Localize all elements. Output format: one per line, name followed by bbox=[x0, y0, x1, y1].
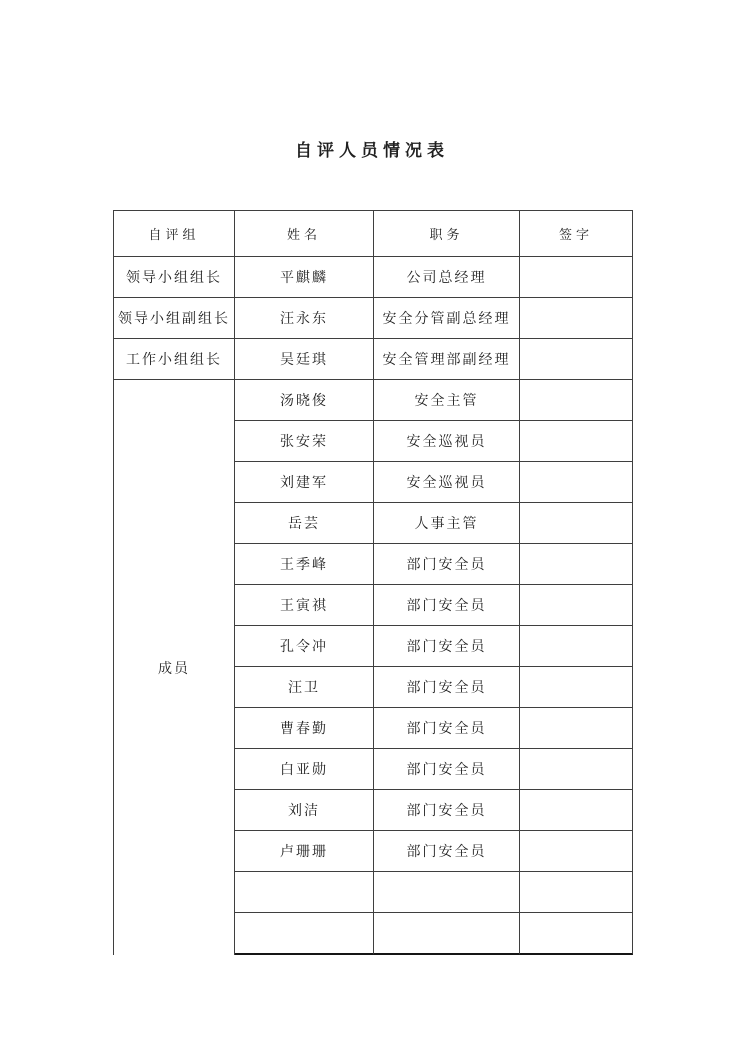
signature-cell bbox=[520, 708, 633, 749]
signature-cell bbox=[520, 339, 633, 380]
signature-cell bbox=[520, 626, 633, 667]
personnel-table bbox=[113, 210, 633, 955]
signature-cell bbox=[520, 298, 633, 339]
position-cell: 部门安全员 bbox=[374, 749, 520, 790]
position-cell bbox=[374, 872, 520, 913]
header-cell-name: 姓名 bbox=[235, 211, 374, 257]
name-cell bbox=[235, 872, 374, 913]
name-cell: 汤晓俊 bbox=[235, 380, 374, 421]
header-cell-group: 自评组 bbox=[114, 211, 235, 257]
position-cell: 安全分管副总经理 bbox=[374, 298, 520, 339]
name-cell bbox=[235, 913, 374, 955]
signature-cell bbox=[520, 462, 633, 503]
position-cell: 部门安全员 bbox=[374, 667, 520, 708]
table-row bbox=[114, 339, 633, 380]
group-cell: 领导小组组长 bbox=[114, 257, 235, 298]
signature-cell bbox=[520, 421, 633, 462]
name-cell: 王寅祺 bbox=[235, 585, 374, 626]
member-group-cell: 成员 bbox=[114, 380, 235, 955]
signature-cell bbox=[520, 503, 633, 544]
position-cell: 公司总经理 bbox=[374, 257, 520, 298]
name-cell: 刘建军 bbox=[235, 462, 374, 503]
name-cell: 曹春勤 bbox=[235, 708, 374, 749]
name-cell: 卢珊珊 bbox=[235, 831, 374, 872]
position-cell: 安全主管 bbox=[374, 380, 520, 421]
position-cell: 安全巡视员 bbox=[374, 421, 520, 462]
name-cell: 白亚勋 bbox=[235, 749, 374, 790]
signature-cell bbox=[520, 544, 633, 585]
signature-cell bbox=[520, 790, 633, 831]
name-cell: 汪永东 bbox=[235, 298, 374, 339]
signature-cell bbox=[520, 585, 633, 626]
position-cell bbox=[374, 913, 520, 955]
signature-cell bbox=[520, 667, 633, 708]
name-cell: 吴廷琪 bbox=[235, 339, 374, 380]
name-cell: 平麒麟 bbox=[235, 257, 374, 298]
name-cell: 孔令冲 bbox=[235, 626, 374, 667]
signature-cell bbox=[520, 831, 633, 872]
name-cell: 汪卫 bbox=[235, 667, 374, 708]
name-cell: 王季峰 bbox=[235, 544, 374, 585]
position-cell: 部门安全员 bbox=[374, 626, 520, 667]
group-cell: 工作小组组长 bbox=[114, 339, 235, 380]
header-cell-signature: 签字 bbox=[520, 211, 633, 257]
table-row bbox=[114, 257, 633, 298]
position-cell: 部门安全员 bbox=[374, 544, 520, 585]
table-row bbox=[114, 298, 633, 339]
table-header-row bbox=[114, 211, 633, 257]
signature-cell bbox=[520, 380, 633, 421]
signature-cell bbox=[520, 872, 633, 913]
page-title: 自评人员情况表 bbox=[295, 141, 449, 160]
signature-cell bbox=[520, 749, 633, 790]
position-cell: 部门安全员 bbox=[374, 585, 520, 626]
position-cell: 部门安全员 bbox=[374, 831, 520, 872]
name-cell: 岳芸 bbox=[235, 503, 374, 544]
table-row bbox=[114, 380, 633, 421]
position-cell: 部门安全员 bbox=[374, 790, 520, 831]
position-cell: 人事主管 bbox=[374, 503, 520, 544]
group-cell: 领导小组副组长 bbox=[114, 298, 235, 339]
signature-cell bbox=[520, 913, 633, 955]
position-cell: 安全巡视员 bbox=[374, 462, 520, 503]
name-cell: 刘洁 bbox=[235, 790, 374, 831]
signature-cell bbox=[520, 257, 633, 298]
name-cell: 张安荣 bbox=[235, 421, 374, 462]
position-cell: 安全管理部副经理 bbox=[374, 339, 520, 380]
position-cell: 部门安全员 bbox=[374, 708, 520, 749]
header-cell-position: 职务 bbox=[374, 211, 520, 257]
